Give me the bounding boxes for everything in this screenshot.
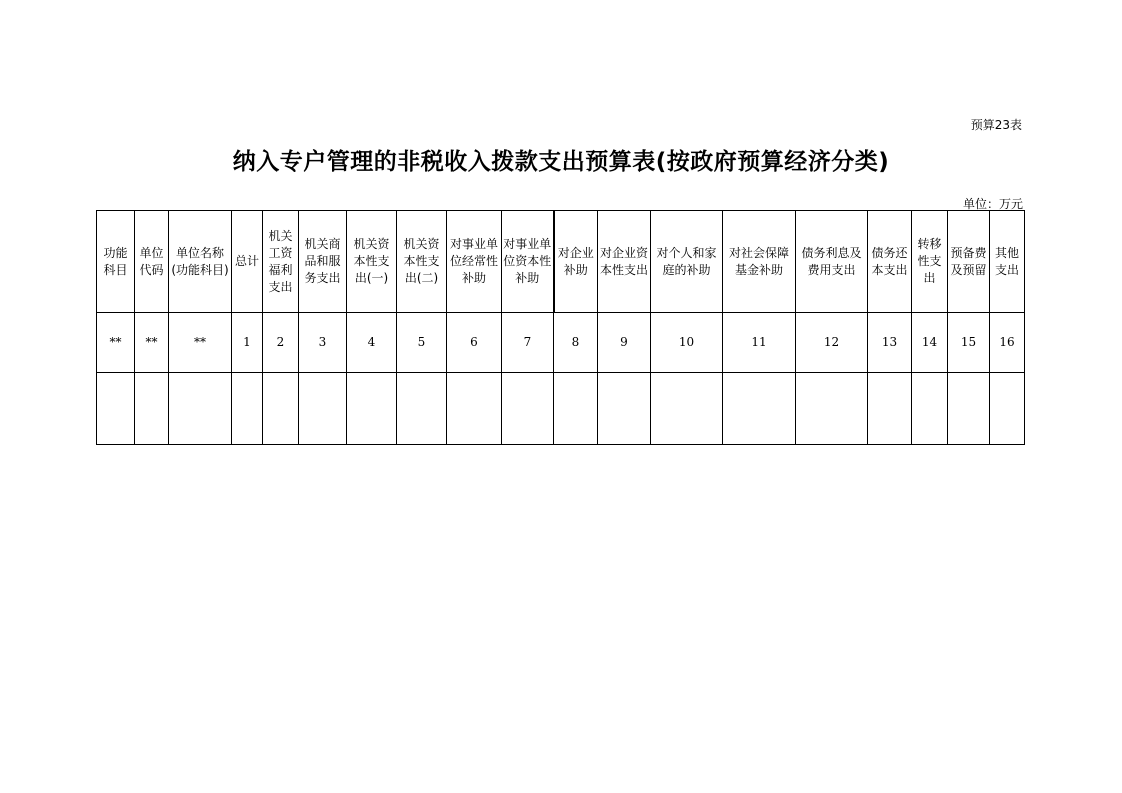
data-cell[interactable] xyxy=(263,373,299,445)
header-cell: 对社会保障基金补助 xyxy=(723,211,796,313)
data-cell[interactable] xyxy=(299,373,347,445)
header-cell: 债务还本支出 xyxy=(868,211,912,313)
data-cell[interactable] xyxy=(135,373,169,445)
header-cell: 对事业单位资本性补助 xyxy=(502,211,554,313)
header-cell: 债务利息及费用支出 xyxy=(796,211,868,313)
code-cell: ** xyxy=(135,313,169,373)
header-cell: 功能科目 xyxy=(97,211,135,313)
header-cell: 转移性支出 xyxy=(912,211,948,313)
page-title: 纳入专户管理的非税收入拨款支出预算表(按政府预算经济分类) xyxy=(232,149,890,175)
budget-table xyxy=(96,210,1025,445)
header-cell: 其他支出 xyxy=(990,211,1025,313)
code-cell: ** xyxy=(169,313,232,373)
header-cell: 机关商品和服务支出 xyxy=(299,211,347,313)
code-cell: 4 xyxy=(347,313,397,373)
code-cell: 7 xyxy=(502,313,554,373)
data-cell[interactable] xyxy=(502,373,554,445)
data-cell[interactable] xyxy=(347,373,397,445)
code-cell: 14 xyxy=(912,313,948,373)
unit-label: 单位：万元 xyxy=(962,197,1023,211)
header-cell: 单位代码 xyxy=(135,211,169,313)
header-cell: 对企业资本性支出 xyxy=(598,211,651,313)
header-cell: 单位名称(功能科目) xyxy=(169,211,232,313)
table-row xyxy=(97,373,1025,445)
data-cell[interactable] xyxy=(97,373,135,445)
data-cell[interactable] xyxy=(651,373,723,445)
code-cell: 2 xyxy=(263,313,299,373)
header-cell: 对个人和家庭的补助 xyxy=(651,211,723,313)
code-cell: 3 xyxy=(299,313,347,373)
code-cell: 10 xyxy=(651,313,723,373)
code-cell: 5 xyxy=(397,313,447,373)
header-cell: 对事业单位经常性补助 xyxy=(447,211,502,313)
data-cell[interactable] xyxy=(447,373,502,445)
code-cell: 15 xyxy=(948,313,990,373)
header-cell: 总计 xyxy=(232,211,263,313)
code-cell: 12 xyxy=(796,313,868,373)
data-cell[interactable] xyxy=(397,373,447,445)
header-row xyxy=(97,211,1025,313)
header-cell: 机关资本性支出(一) xyxy=(347,211,397,313)
data-cell[interactable] xyxy=(232,373,263,445)
header-cell: 机关资本性支出(二) xyxy=(397,211,447,313)
data-cell[interactable] xyxy=(948,373,990,445)
data-cell[interactable] xyxy=(912,373,948,445)
header-cell: 预备费及预留 xyxy=(948,211,990,313)
form-number: 预算23表 xyxy=(970,118,1022,132)
code-cell: ** xyxy=(97,313,135,373)
header-cell: 机关工资福利支出 xyxy=(263,211,299,313)
data-cell[interactable] xyxy=(723,373,796,445)
code-cell: 1 xyxy=(232,313,263,373)
code-row xyxy=(97,313,1025,373)
code-cell: 11 xyxy=(723,313,796,373)
code-cell: 6 xyxy=(447,313,502,373)
data-cell[interactable] xyxy=(990,373,1025,445)
data-cell[interactable] xyxy=(169,373,232,445)
data-cell[interactable] xyxy=(598,373,651,445)
code-cell: 8 xyxy=(554,313,598,373)
header-cell: 对企业补助 xyxy=(554,211,598,313)
code-cell: 9 xyxy=(598,313,651,373)
data-cell[interactable] xyxy=(868,373,912,445)
data-cell[interactable] xyxy=(796,373,868,445)
code-cell: 13 xyxy=(868,313,912,373)
code-cell: 16 xyxy=(990,313,1025,373)
data-cell[interactable] xyxy=(554,373,598,445)
